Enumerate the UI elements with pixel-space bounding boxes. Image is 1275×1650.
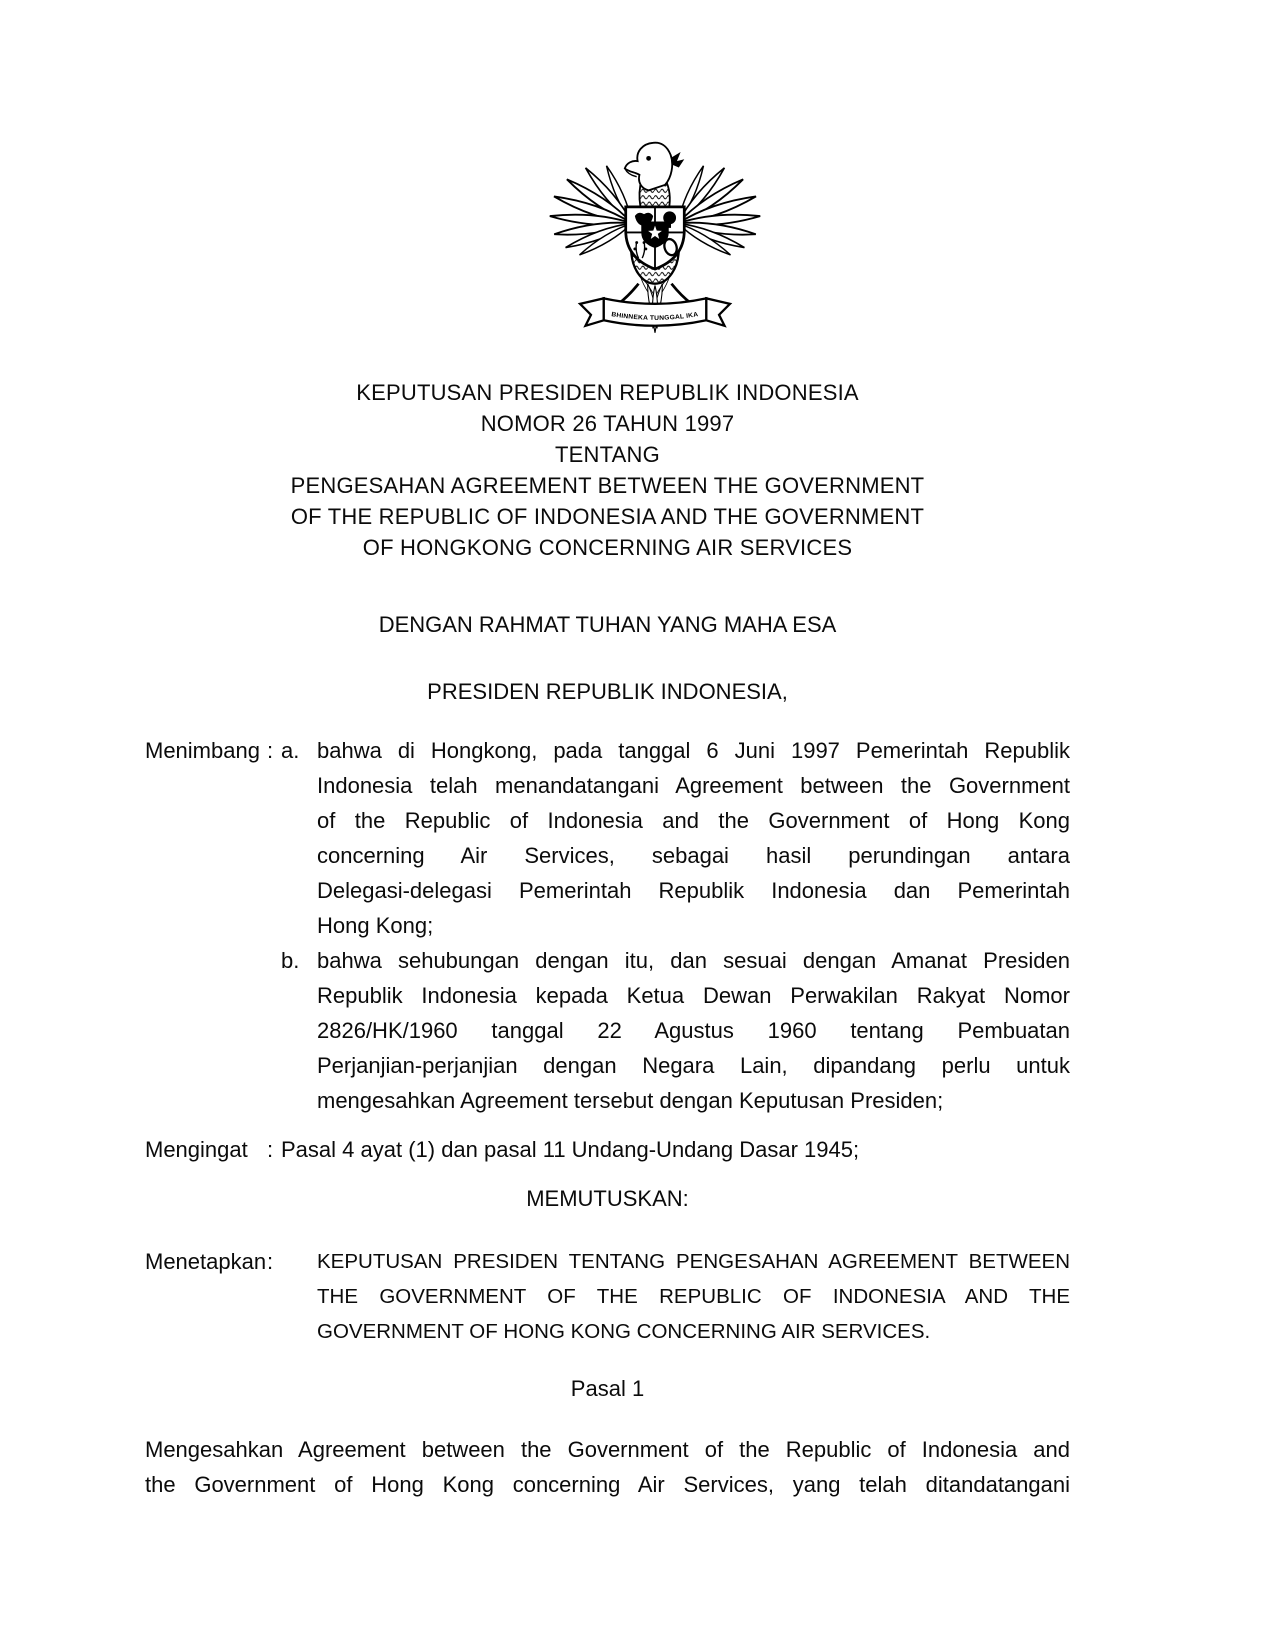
mengingat-label: Mengingat — [145, 1137, 248, 1162]
garuda-emblem-svg — [545, 130, 765, 345]
item-b-text — [317, 943, 1070, 1118]
title-line-subject-1: PENGESAHAN AGREEMENT BETWEEN THE GOVERNMENT — [290, 473, 925, 498]
menimbang-body — [281, 733, 1070, 1118]
text-line: GOVERNMENT OF HONG KONG CONCERNING AIR SERVICES. — [317, 1320, 931, 1343]
decree-title-block — [145, 377, 1070, 563]
item-b-marker: b. — [281, 948, 300, 973]
left-wing — [549, 164, 635, 257]
text-line: Perjanjian-perjanjian dengan Negara Lain, dipandang perlu untuk — [317, 1053, 1070, 1078]
text-line: Republik Indonesia kepada Ketua Dewan Perwakilan Rakyat Nomor — [317, 983, 1070, 1008]
authority-line: PRESIDEN REPUBLIK INDONESIA, — [427, 679, 788, 704]
text-line: the Government of Hong Kong concerning Air Services, yang telah ditandatangani — [145, 1472, 1070, 1497]
consideration-item-b — [281, 943, 1070, 1118]
text-line: bahwa sehubungan dengan itu, dan sesuai dengan Amanat Presiden — [317, 948, 1070, 973]
mengingat-clause — [145, 1132, 1070, 1167]
menimbang-colon: : — [267, 738, 274, 763]
text-line: 2826/HK/1960 tanggal 22 Agustus 1960 tentang Pembuatan — [317, 1018, 1070, 1043]
pasal-1-heading: Pasal 1 — [570, 1376, 645, 1401]
right-wing — [675, 164, 761, 257]
menimbang-label: Menimbang — [145, 738, 260, 763]
title-line-tentang: TENTANG — [555, 442, 660, 467]
menetapkan-colon: : — [267, 1249, 274, 1274]
title-line-number: NOMOR 26 TAHUN 1997 — [480, 411, 735, 436]
eye — [646, 156, 651, 161]
pasal-1-body — [145, 1432, 1070, 1502]
menetapkan-text — [281, 1244, 1070, 1349]
title-line-subject-3: OF HONGKONG CONCERNING AIR SERVICES — [362, 535, 853, 560]
garuda-pancasila-emblem — [545, 130, 765, 345]
motto-text: BHINNEKA TUNGGAL IKA — [610, 311, 699, 322]
text-line: Indonesia telah menandatangani Agreement between the Government — [317, 773, 1070, 798]
text-line: Hong Kong; — [317, 913, 434, 938]
menimbang-clause — [145, 733, 1070, 1118]
menetapkan-label: Menetapkan — [145, 1249, 267, 1274]
text-line: of the Republic of Indonesia and the Government of Hong Kong — [317, 808, 1070, 833]
invocation-line: DENGAN RAHMAT TUHAN YANG MAHA ESA — [378, 612, 837, 637]
consideration-item-a — [281, 733, 1070, 943]
head — [625, 143, 684, 191]
text-line: Delegasi-delegasi Pemerintah Republik Indonesia dan Pemerintah — [317, 878, 1070, 903]
memutuskan-heading: MEMUTUSKAN: — [526, 1186, 689, 1211]
text-line: THE GOVERNMENT OF THE REPUBLIC OF INDONESIA AND THE — [317, 1285, 1070, 1308]
menetapkan-clause — [145, 1244, 1070, 1349]
text-line: Mengesahkan Agreement between the Government of the Republic of Indonesia and — [145, 1437, 1070, 1462]
mengingat-text: Pasal 4 ayat (1) dan pasal 11 Undang-Undang Dasar 1945; — [281, 1137, 860, 1162]
text-line: KEPUTUSAN PRESIDEN TENTANG PENGESAHAN AGREEMENT BETWEEN — [317, 1250, 1070, 1273]
item-a-marker: a. — [281, 738, 300, 763]
title-line-subject-2: OF THE REPUBLIC OF INDONESIA AND THE GOVERNMENT — [290, 504, 925, 529]
title-line-institution: KEPUTUSAN PRESIDEN REPUBLIK INDONESIA — [356, 380, 859, 405]
text-line: bahwa di Hongkong, pada tanggal 6 Juni 1997 Pemerintah Republik — [317, 738, 1070, 763]
text-line: concerning Air Services, sebagai hasil perundingan antara — [317, 843, 1070, 868]
mengingat-colon: : — [267, 1137, 274, 1162]
item-a-text — [317, 733, 1070, 943]
text-line: mengesahkan Agreement tersebut dengan Keputusan Presiden; — [317, 1088, 944, 1113]
